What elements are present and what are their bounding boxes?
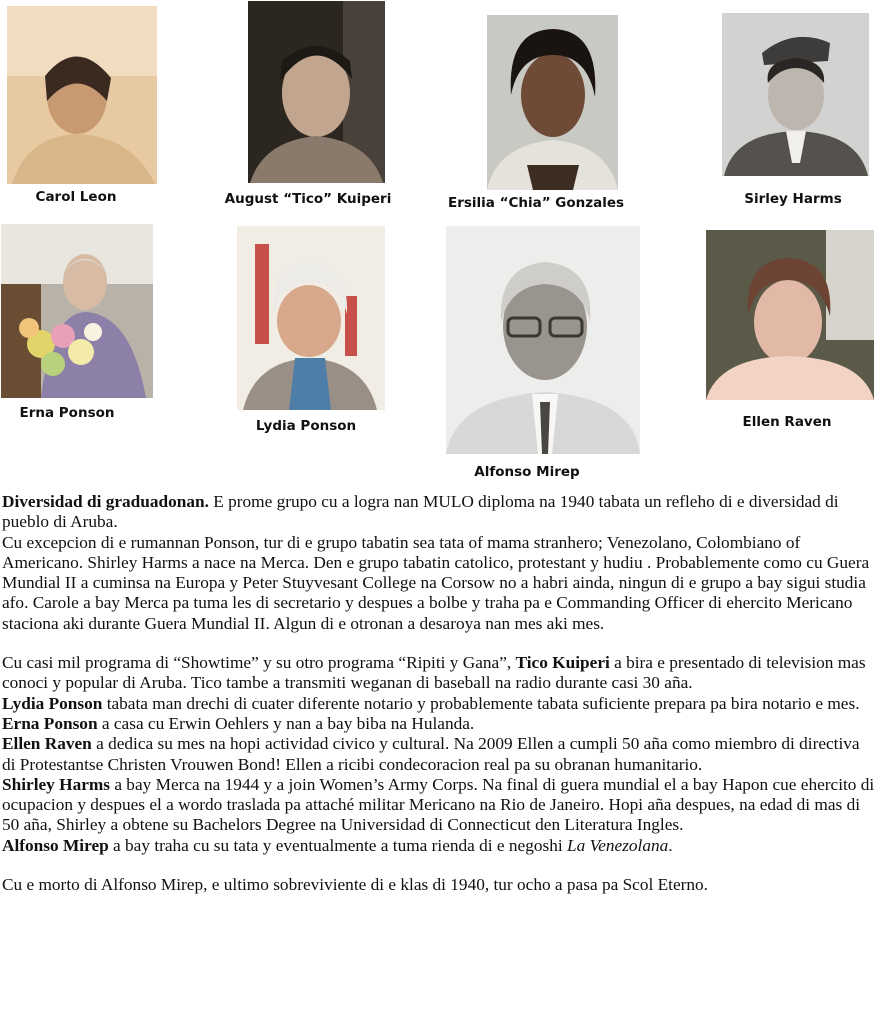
photo-alfonso-mirep [446,226,640,454]
article-body [2,492,876,895]
photo-ellen-raven [706,230,874,400]
name-tico-kuiperi: Tico Kuiperi [515,653,610,673]
paragraph-closing: Cu e morto di Alfonso Mirep, e ultimo sobreviviente di e klas di 1940, tur ocho a pasa pa Scol Eterno. [2,875,708,895]
caption-sirley-harms: Sirley Harms [744,191,842,207]
lead-heading: Diversidad di graduadonan. [2,492,209,511]
paragraph-ellen: Ellen Raven a dedica su mes na hopi actividad civico y cultural. Na 2009 Ellen a cumpli 50 aña como miembro di directiva di Protestantse Christen Vrouwen Bond! Ellen a ricibi condecoracion real pa su obranan humanitario. [2,734,860,774]
caption-lydia-ponson: Lydia Ponson [255,418,357,434]
paragraph-shirley: Shirley Harms a bay Merca na 1944 y a join Women’s Army Corps. Na final di guera mundial el a bay Hapon cue ehercito di ocupacion y despues el a wordo traslada pa attaché militar Mericano na Rio de Janeiro. Hopi aña despues, na edad di mas di 50 aña, Shirley a obtene su Bachelors Degree na Universidad di Connecticut den Literatura Ingles. [2,774,875,835]
caption-august-tico-kuiperi: August “Tico” Kuiperi [224,191,392,207]
name-erna-ponson: Erna Ponson [2,713,98,733]
name-shirley-harms: Shirley Harms [2,774,110,794]
name-lydia-ponson: Lydia Ponson [2,693,103,713]
photo-erna-ponson [1,224,153,398]
paragraph-diversidad: Diversidad di graduadonan. E prome grupo cu a logra nan MULO diploma na 1940 tabata un refleho di e diversidad di pueblo di Aruba. [2,492,839,532]
photo-ersilia-chia-gonzales [487,15,618,190]
paragraph-alfonso: Alfonso Mirep a bay traha cu su tata y eventualmente a tuma rienda di e negoshi La Venezolana. [2,835,673,855]
caption-ersilia-chia-gonzales: Ersilia “Chia” Gonzales [447,195,625,211]
caption-erna-ponson: Erna Ponson [19,405,115,421]
caption-ellen-raven: Ellen Raven [742,414,832,430]
name-alfonso-mirep: Alfonso Mirep [2,835,109,855]
business-name: La Venezolana [567,835,669,855]
paragraph-tico: Cu casi mil programa di “Showtime” y su otro programa “Ripiti y Gana”, Tico Kuiperi a bira e presentado di television mas conoci y popular di Aruba. Tico tambe a transmiti weganan di baseball na radio durante casi 30 aña. [2,653,866,693]
name-ellen-raven: Ellen Raven [2,734,92,754]
paragraph-excepcion: Cu excepcion di e rumannan Ponson, tur di e grupo tabatin sea tata of mama stranhero; Venezolano, Colombiano of Americano. Shirley Harms a nace na Merca. Den e grupo tabatin catolico, protestant y hudiu . Probablemente como cu Guera Mundial II a cuminsa na Europa y Peter Stuyvesant College na Corsow no a habri ainda, ningun di e grupo a bay sigui studia afo. Carole a bay Merca pa tuma les di secretario y despues a bolbe y traha pa e Commanding Officer di ehercito Mericano staciona aki durante Guera Mundial II. Algun di e otronan a desaroya nan mes aki mes. [2,532,870,633]
paragraph-ponson: Lydia Ponson tabata man drechi di cuater diferente notario y probablemente tabata suficiente prepara pa bira notario e mes. Erna Ponson a casa cu Erwin Oehlers y nan a bay biba na Hulanda. [2,693,860,733]
photo-lydia-ponson [237,226,385,410]
caption-carol-leon: Carol Leon [35,189,117,205]
photo-carol-leon [7,6,157,184]
caption-alfonso-mirep: Alfonso Mirep [474,464,580,480]
photo-sirley-harms [722,13,869,176]
photo-august-tico-kuiperi [248,1,385,183]
